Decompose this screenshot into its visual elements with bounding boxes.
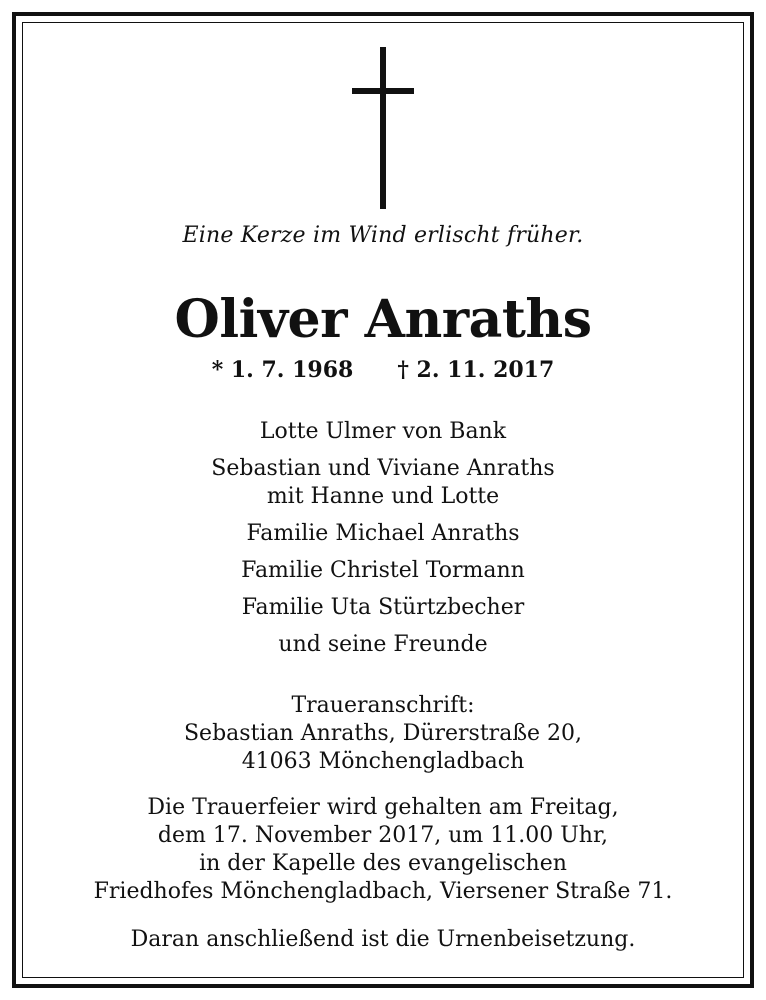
cross-icon [352, 47, 414, 209]
service-line: Friedhofes Mönchengladbach, Viersener Straße 71. [93, 879, 673, 904]
mourners-list [30, 418, 736, 668]
closing-note: Daran anschließend ist die Urnenbeisetzung. [130, 927, 636, 952]
service-line: Die Trauerfeier wird gehalten am Freitag, [147, 795, 619, 820]
death-date: † 2. 11. 2017 [397, 357, 555, 383]
mourner-line: Familie Christel Tormann [241, 558, 525, 583]
funeral-service-info [30, 794, 736, 906]
mourner-line: Sebastian und Viviane Anraths [211, 456, 555, 481]
service-line: dem 17. November 2017, um 11.00 Uhr, [157, 823, 609, 848]
birth-date: * 1. 7. 1968 [211, 357, 354, 383]
mourner-line: Familie Michael Anraths [246, 521, 520, 546]
life-dates [30, 355, 736, 385]
mourner-line: und seine Freunde [278, 632, 488, 657]
address-street: Sebastian Anraths, Dürerstraße 20, [183, 721, 583, 746]
deceased-name: Oliver Anraths [174, 289, 592, 350]
mourner-line: mit Hanne und Lotte [266, 484, 500, 509]
service-line: in der Kapelle des evangelischen [199, 851, 567, 876]
address-label: Traueranschrift: [291, 693, 475, 718]
mourner-line: Lotte Ulmer von Bank [259, 419, 507, 444]
mourning-address [30, 692, 736, 776]
address-city: 41063 Mönchengladbach [241, 749, 525, 774]
motto: Eine Kerze im Wind erlischt früher. [182, 223, 584, 248]
mourner-line: Familie Uta Stürtzbecher [241, 595, 525, 620]
